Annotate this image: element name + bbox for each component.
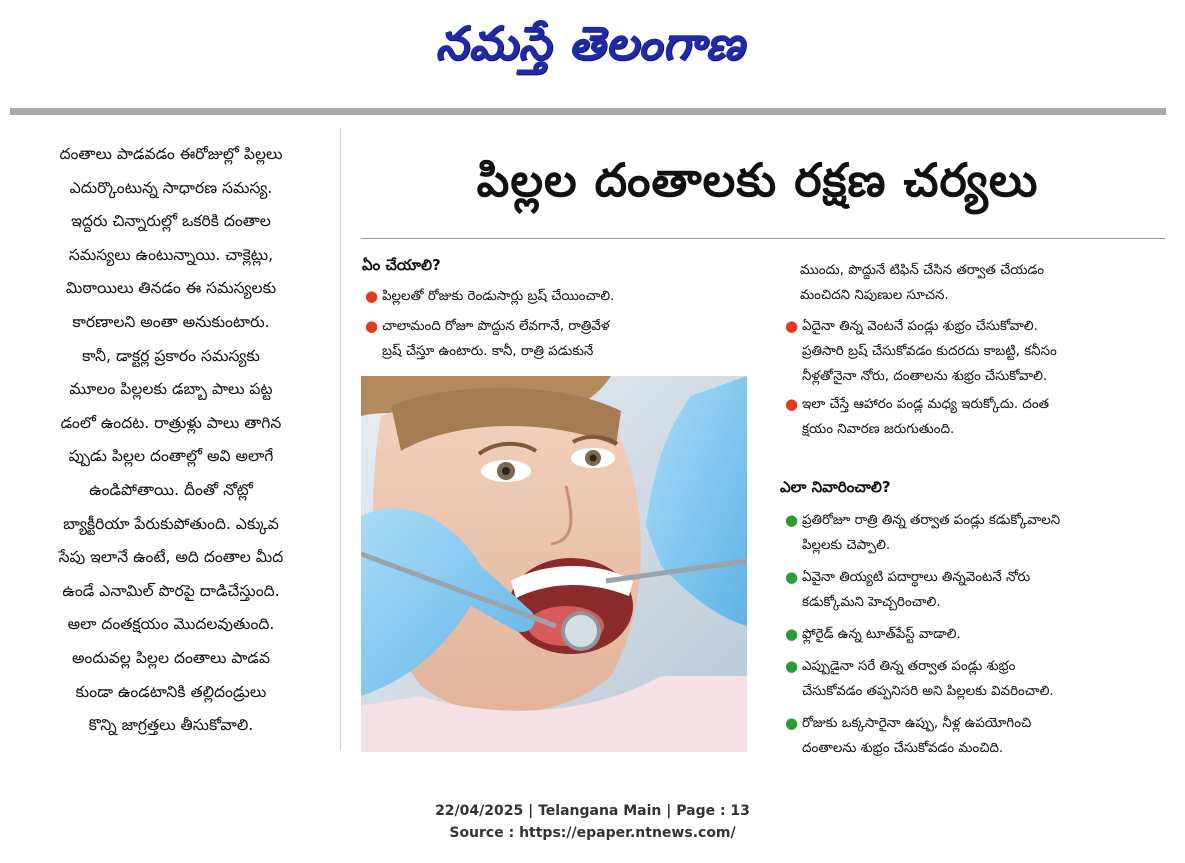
what-to-do-continuation	[800, 258, 1160, 308]
intro-line: కుండా ఉండటానికి తల్లిదండ్రులు	[75, 682, 267, 701]
list-item-text: బ్రష్ చేస్తూ ఉంటారు. కానీ, రాత్రి పడుకునే	[382, 344, 594, 359]
article-photo-child-dentist	[361, 376, 747, 752]
intro-line: మూలం పిల్లలకు డబ్బా పాలు పట్ట	[69, 380, 273, 399]
intro-line: డంలో ఉందట. రాత్రుళ్లు పాలు తాగిన	[60, 413, 282, 432]
bullet-dot-icon: ●	[785, 657, 799, 675]
list-item-text: ఫ్లోరైడ్ ఉన్న టూత్‌పేస్ట్ వాడాలి.	[802, 627, 961, 642]
list-item-text: పిల్లలకు చెప్పాలి.	[802, 538, 891, 553]
page-footer	[0, 800, 1185, 844]
bullet-dot-icon: ●	[785, 714, 799, 732]
list-item-text: ప్రతిసారి బ్రష్ చేసుకోవడం కుదరదు కాబట్టి, కనీసం	[802, 344, 1057, 359]
intro-line: దంతాలు పాడవడం ఈరోజుల్లో పిల్లలు	[59, 145, 283, 163]
intro-line: బ్యాక్టీరియా పేరుకుపోతుంది. ఎక్కువ	[63, 514, 279, 533]
bullet-dot-icon: ●	[785, 568, 799, 586]
list-item	[782, 392, 1162, 442]
list-item	[782, 711, 1162, 761]
intro-line: ఇద్దరు చిన్నారుల్లో ఒకరికి దంతాల	[71, 212, 271, 231]
intro-line: సేపు ఇలానే ఉంటే, అది దంతాల మీద	[58, 548, 284, 567]
masthead-logo: నమస్తే తెలంగాణ	[435, 16, 745, 70]
footer-source-link[interactable]: Source : https://epaper.ntnews.com/	[449, 825, 736, 841]
list-item-text: చాలామంది రోజూ పొద్దున లేవగానే, రాత్రివేళ	[382, 319, 610, 334]
list-item	[782, 314, 1162, 389]
bullet-dot-icon: ●	[785, 625, 799, 643]
list-item-text: క్షయం నివారణ జరుగుతుంది.	[802, 422, 955, 437]
what-to-do-list	[362, 284, 752, 364]
what-to-do-list-continued	[782, 314, 1162, 442]
intro-line: ఉండే ఎనామిల్ పొరపై దాడిచేస్తుంది.	[62, 581, 280, 600]
article-headline: పిల్లల దంతాలకు రక్షణ చర్యలు	[476, 153, 1039, 207]
list-item	[782, 622, 1162, 647]
intro-line: కొన్ని జాగ్రత్తలు తీసుకోవాలి.	[88, 716, 254, 735]
bullet-dot-icon: ●	[785, 317, 799, 335]
child-dental-checkup-illustration	[361, 376, 747, 752]
list-item-text: చేసుకోవడం తప్పనిసరి అని పిల్లలకు వివరించాలి.	[802, 684, 1054, 699]
list-item-text: కడుక్కోమని హెచ్చరించాలి.	[802, 595, 941, 610]
list-item-text: ఇలా చేస్తే ఆహారం పండ్ల మధ్య ఇరుక్కోదు. దంత	[802, 397, 1050, 412]
how-to-prevent-list	[782, 508, 1162, 761]
list-item-text: పిల్లలతో రోజుకు రెండుసార్లు బ్రష్ చేయించాలి.	[382, 289, 615, 304]
intro-line: ప్పుడు పిల్లల దంతాల్లో అవి అలాగే	[68, 447, 274, 466]
column-divider	[340, 128, 341, 750]
headline-divider	[361, 238, 1165, 239]
masthead-divider	[10, 108, 1166, 115]
bullet-dot-icon: ●	[785, 395, 799, 413]
list-item-text: ఏదైనా తిన్న వెంటనే పండ్లు శుభ్రం చేసుకోవాలి.	[802, 319, 1038, 334]
continuation-line: ముందు, పొద్దునే టిఫిన్ చేసిన తర్వాత చేయడం	[800, 263, 1044, 278]
list-item-text: రోజుకు ఒక్కసారైనా ఉప్పు, నీళ్ల ఉపయోగించి	[802, 716, 1032, 731]
intro-line: అందువల్ల పిల్లల దంతాలు పాడవ	[71, 648, 271, 667]
section-heading-what-to-do: ఏం చేయాలి?	[362, 256, 441, 274]
list-item	[362, 284, 752, 309]
intro-column	[10, 138, 332, 750]
intro-line: ఉండిపోతాయి. దీంతో నోట్లో	[89, 480, 253, 499]
list-item	[782, 565, 1162, 615]
footer-date-page: 22/04/2025 | Telangana Main | Page : 13	[435, 803, 750, 819]
continuation-line: మంచిదని నిపుణుల సూచన.	[800, 288, 949, 303]
bullet-dot-icon: ●	[365, 287, 379, 305]
intro-line: మిఠాయిలు తినడం ఈ సమస్యలకు	[65, 279, 277, 298]
section-heading-how-to-prevent: ఎలా నివారించాలి?	[780, 478, 891, 496]
list-item-text: నీళ్లతోనైనా నోరు, దంతాలను శుభ్రం చేసుకోవాలి.	[802, 369, 1048, 384]
list-item-text: ఏవైనా తియ్యటి పదార్థాలు తిన్నవెంటనే నోరు	[802, 570, 1031, 585]
intro-line: ఎదుర్కొంటున్న సాధారణ సమస్య.	[69, 178, 273, 197]
list-item-text: ప్రతిరోజూ రాత్రి తిన్న తర్వాత పండ్లు కడుక్కోవాలని	[802, 513, 1061, 528]
intro-line: కానీ, డాక్టర్ల ప్రకారం సమస్యకు	[82, 346, 260, 365]
list-item	[782, 508, 1162, 558]
list-item	[362, 314, 752, 364]
list-item-text: ఎప్పుడైనా సరే తిన్న తర్వాత పండ్లు శుభ్రం	[802, 659, 1016, 674]
intro-line: అలా దంతక్షయం మొదలవుతుంది.	[67, 615, 275, 634]
intro-line: సమస్యలు ఉంటున్నాయి. చాక్లెట్లు,	[68, 245, 274, 264]
list-item	[782, 654, 1162, 704]
bullet-dot-icon: ●	[365, 317, 379, 335]
intro-line: కారణాలని అంతా అనుకుంటారు.	[72, 312, 270, 331]
list-item-text: దంతాలను శుభ్రం చేసుకోవడం మంచిది.	[802, 741, 1004, 756]
bullet-dot-icon: ●	[785, 511, 799, 529]
